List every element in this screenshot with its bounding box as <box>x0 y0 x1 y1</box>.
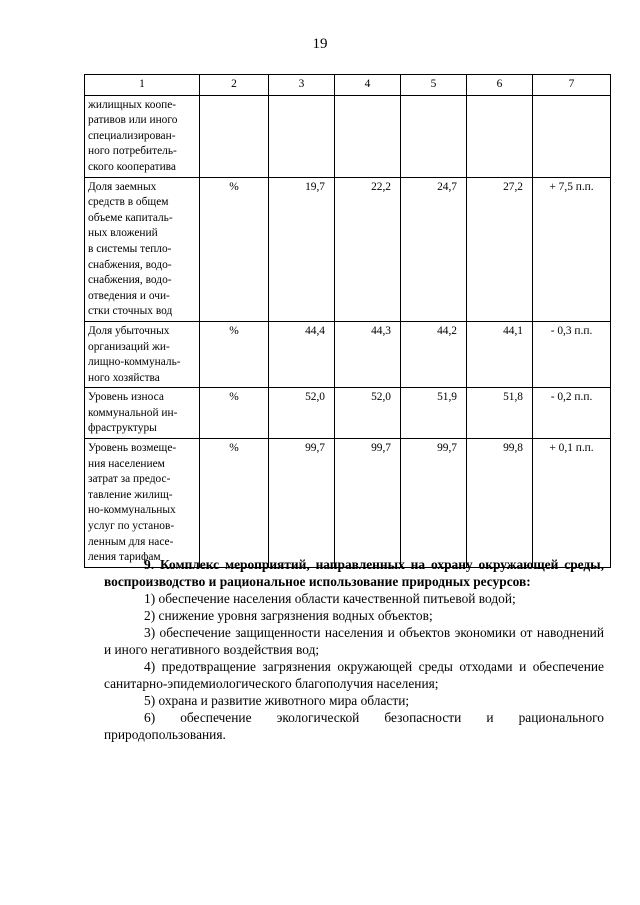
column-header: 4 <box>335 75 401 96</box>
value-cell: 52,0 <box>335 388 401 439</box>
value-cell: 44,3 <box>335 321 401 387</box>
table-row <box>85 439 611 568</box>
indicator-name-line: отведения и очи- <box>88 289 170 302</box>
table-row <box>85 177 611 321</box>
indicator-name-cell <box>85 321 200 387</box>
indicator-name-cell <box>85 388 200 439</box>
value-cell <box>335 95 401 177</box>
column-header: 1 <box>85 75 200 96</box>
value-cell: 44,2 <box>401 321 467 387</box>
value-cell: 52,0 <box>269 388 335 439</box>
column-header: 2 <box>200 75 269 96</box>
indicator-name-line: Доля заемных <box>88 180 157 193</box>
indicator-name-line: ленным для насе- <box>88 535 174 548</box>
indicator-name-line: Уровень износа <box>88 391 164 404</box>
change-cell <box>533 95 611 177</box>
indicator-name-line: Доля убыточных <box>88 324 170 337</box>
indicator-name-cell <box>85 439 200 568</box>
indicator-name-line: ного потребитель- <box>88 145 177 158</box>
indicator-name-line: ных вложений <box>88 227 158 240</box>
column-header: 3 <box>269 75 335 96</box>
list-item: 4) предотвращение загрязнения окружающей среды отходами и обеспечение санитарно-эпидемиологического благополучия населения; <box>104 659 604 691</box>
indicator-name-cell <box>85 177 200 321</box>
indicator-name-cell <box>85 95 200 177</box>
list-item: 2) снижение уровня загрязнения водных объектов; <box>144 608 433 623</box>
value-cell <box>401 95 467 177</box>
list-item: 5) охрана и развитие животного мира области; <box>144 693 410 708</box>
indicator-name-line: ного хозяйства <box>88 371 160 384</box>
indicator-name-line: услуг по установ- <box>88 520 175 533</box>
indicator-name-line: снабжения, водо- <box>88 274 172 287</box>
value-cell: 24,7 <box>401 177 467 321</box>
indicator-name-line: ративов или иного <box>88 114 178 127</box>
value-cell: 27,2 <box>467 177 533 321</box>
change-cell: - 0,3 п.п. <box>533 321 611 387</box>
indicator-name-line: коммунальной ин- <box>88 406 178 419</box>
change-cell: - 0,2 п.п. <box>533 388 611 439</box>
indicator-name-line: но-коммунальных <box>88 504 176 517</box>
table-header-row <box>85 75 611 96</box>
table-row <box>85 388 611 439</box>
value-cell: 99,7 <box>401 439 467 568</box>
section-heading: 9. Комплекс мероприятий, направленных на охрану окружающей среды, воспроизводство и рациональное использование природных ресурсов: <box>104 557 604 589</box>
table-row <box>85 321 611 387</box>
unit-cell: % <box>200 388 269 439</box>
value-cell: 99,7 <box>269 439 335 568</box>
value-cell: 44,1 <box>467 321 533 387</box>
indicator-name-line: ления тарифам <box>88 551 161 564</box>
column-header: 6 <box>467 75 533 96</box>
indicator-name-line: Уровень возмеще- <box>88 442 177 455</box>
indicator-name-line: организаций жи- <box>88 340 170 353</box>
page-number: 19 <box>312 36 328 52</box>
indicator-name-line: ского кооператива <box>88 160 176 173</box>
indicator-name-line: объеме капиталь- <box>88 211 173 224</box>
value-cell <box>269 95 335 177</box>
measures-section <box>104 556 604 743</box>
unit-cell: % <box>200 177 269 321</box>
table-row <box>85 95 611 177</box>
indicators-table <box>84 74 611 568</box>
indicator-name-line: тавление жилищ- <box>88 488 173 501</box>
unit-cell <box>200 95 269 177</box>
indicator-name-line: снабжения, водо- <box>88 258 172 271</box>
column-header: 5 <box>401 75 467 96</box>
list-item: 6) обеспечение экологической безопасности и рационального природопользования. <box>104 710 604 742</box>
indicator-name-line: специализирован- <box>88 129 176 142</box>
indicator-name-line: лищно-коммуналь- <box>88 356 181 369</box>
value-cell: 99,8 <box>467 439 533 568</box>
indicator-name-line: стки сточных вод <box>88 305 173 318</box>
indicator-name-line: средств в общем <box>88 196 169 209</box>
indicator-name-line: ния населением <box>88 457 165 470</box>
indicator-name-line: затрат за предос- <box>88 473 171 486</box>
value-cell: 19,7 <box>269 177 335 321</box>
list-item: 3) обеспечение защищенности населения и объектов экономики от наводнений и иного негативного воздействия вод; <box>104 625 604 657</box>
value-cell: 51,9 <box>401 388 467 439</box>
unit-cell: % <box>200 321 269 387</box>
value-cell: 44,4 <box>269 321 335 387</box>
change-cell: + 7,5 п.п. <box>533 177 611 321</box>
value-cell: 22,2 <box>335 177 401 321</box>
indicator-name-line: фраструктуры <box>88 422 157 435</box>
indicator-name-line: жилищных коопе- <box>88 98 177 111</box>
value-cell <box>467 95 533 177</box>
value-cell: 51,8 <box>467 388 533 439</box>
list-item: 1) обеспечение населения области качественной питьевой водой; <box>144 591 516 606</box>
column-header: 7 <box>533 75 611 96</box>
value-cell: 99,7 <box>335 439 401 568</box>
change-cell: + 0,1 п.п. <box>533 439 611 568</box>
unit-cell: % <box>200 439 269 568</box>
indicator-name-line: в системы тепло- <box>88 242 172 255</box>
